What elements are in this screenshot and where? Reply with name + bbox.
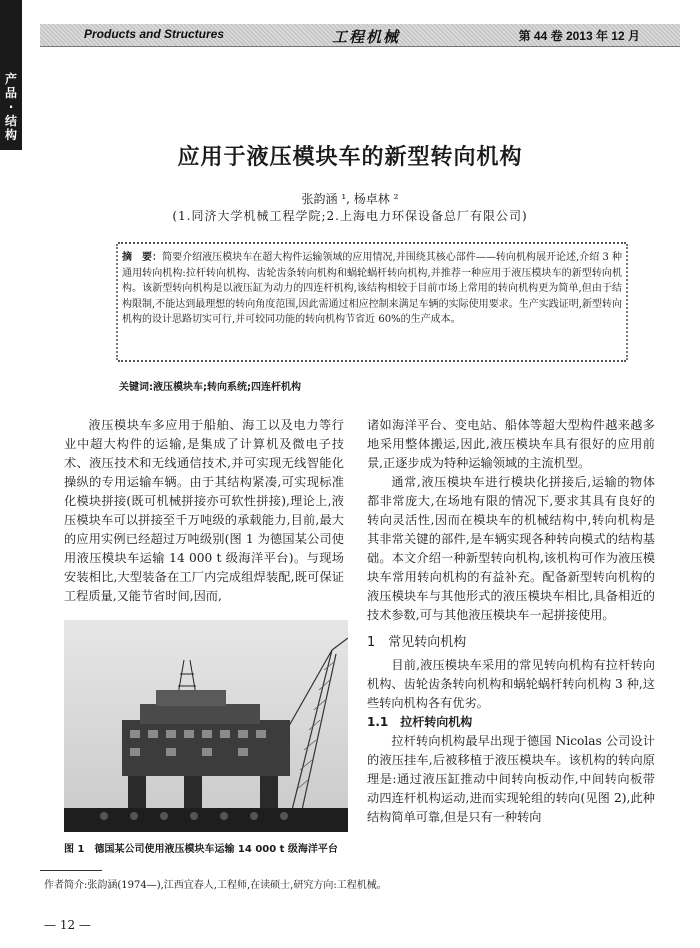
figure-1-caption: 图 1 德国某公司使用液压模块车运输 14 000 t 级海洋平台 [64,844,338,855]
journal-title: 工程机械 [332,28,401,46]
right-paragraph-3: 目前,液压模块车采用的常见转向机构有拉杆转向机构、齿轮齿条转向机构和蜗轮蜗杆转向机构 3 种,这些转向机构各有优劣。 [367,658,655,710]
author-footnote: 作者简介:张韵涵(1974—),江西宜春人,工程师,在读硕士,研究方向:工程机械。 [44,880,387,891]
side-tab-label: 产品·结构 [4,72,17,142]
abstract-box [118,242,626,362]
offshore-platform-photo [64,620,348,832]
keywords: 关键词:液压模块车;转向系统;四连杆机构 [119,382,301,393]
abstract-body: 简要介绍液压模块车在超大构件运输领域的应用情况,并围绕其核心部件——转向机构展开论述,介绍 3 种通用转向机构:拉杆转向机构、齿轮齿条转向机构和蜗轮蜗杆转向机构,并推荐一种应用于液压模块车的新型转向机构。该新型转向机构是以液压缸为动力的四连杆机构,该结构相较于目前市场上常用的转向机构更为简单,但由于结构限制,不能达到最理想的转向角度范围,因此需通过相应控制来满足车辆的实际使用要求。生产实践证明,新型转向机构的设计思路切实可行,并可较同功能的转向机构节省近 60%的生产成本。 [122,252,623,326]
left-column [64,416,344,606]
intro-paragraph: 液压模块车多应用于船舶、海工以及电力等行业中超大构件的运输,是集成了计算机及微电子技术、液压技术和无线通信技术,并可实现无线智能化操纵的专用运输车辆。由于其结构紧凑,可实现标准化模块拼接(既可机械拼接亦可软性拼接),理论上,液压模块车可以拼接至千万吨级的承载能力,目前,最大的应用实例已经超过万吨级别(图 1 为德国某公司使用液压模块车运输 14 000 t 级海洋平台)。与现场安装相比,大型装备在工厂内完成组焊装配,既可保证工程质量,又能节省时间,因而, [64,418,344,603]
section-side-tab [0,0,22,150]
abstract-label: 摘 要： [122,252,163,263]
article-authors: 张韵涵 ¹, 杨卓林 ² [301,192,399,206]
article-title: 应用于液压模块车的新型转向机构 [177,145,523,170]
header-section-name: Products and Structures [84,27,225,41]
right-column [367,416,655,827]
footnote-rule [40,870,102,871]
figure-1-photo [64,620,348,832]
section-1-heading: 1 常见转向机构 [367,635,467,650]
page-number: — 12 — [44,918,91,932]
running-header [40,24,680,47]
abstract-text [122,250,622,328]
right-paragraph-2: 通常,液压模块车进行模块化拼接后,运输的物体都非常庞大,在场地有限的情况下,要求其具有良好的转向灵活性,因而在模块车的机械结构中,转向机构是其非常关键的部件,是车辆实现各种转向模式的结构基础。本文介绍一种新型转向机构,该机构可作为液压模块车常用转向机构的有益补充。配备新型转向机构的液压模块车与其他形式的液压模块车相比,具备相近的技术参数,可与其他液压模块车一起拼接使用。 [367,475,655,622]
issue-info: 第 44 卷 2013 年 12 月 [518,29,640,43]
article-affiliations: (1.同济大学机械工程学院;2.上海电力环保设备总厂有限公司) [172,209,528,223]
subsection-1-1-heading: 1.1 拉杆转向机构 [367,715,473,729]
right-paragraph-1: 诸如海洋平台、变电站、船体等超大型构件越来越多地采用整体搬运,因此,液压模块车具有很好的应用前景,正逐步成为特种运输领域的主流机型。 [367,418,655,470]
right-paragraph-4: 拉杆转向机构最早出现于德国 Nicolas 公司设计的液压挂车,后被移植于液压模块车。该机构的转向原理是:通过液压缸推动中间转向板动作,中间转向板带动四连杆机构运动,进而实现轮组的转向(见图 2),此种结构简单可靠,但是只有一种转向 [367,734,655,824]
